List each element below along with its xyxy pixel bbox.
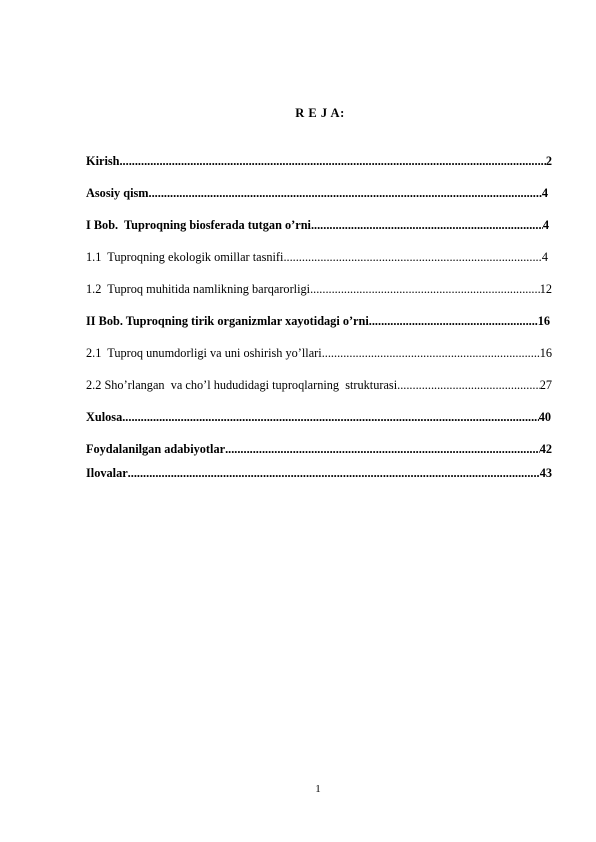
toc-entry-label: 2.2 Sho’rlangan va cho’l hududidagi tuproqlarning strukturasi xyxy=(86,378,398,392)
toc-entry-2-2[interactable] xyxy=(86,378,552,394)
toc-entry-label: Xulosa xyxy=(86,410,123,424)
toc-entry-ilovalar[interactable] xyxy=(86,466,552,482)
toc-entry-bob-1[interactable] xyxy=(86,218,549,234)
toc-entry-label: 2.1 Tuproq unumdorligi va uni oshirish yo’llari xyxy=(86,346,322,360)
toc-leader-dots xyxy=(119,154,545,169)
toc-entry-label: Foydalanilgan adabiyotlar xyxy=(86,442,226,456)
toc-leader-dots xyxy=(369,314,538,329)
toc-entry-2-1[interactable] xyxy=(86,346,552,362)
toc-entry-label: Kirish xyxy=(86,154,120,168)
toc-leader-dots xyxy=(311,218,543,233)
toc-entry-1-2[interactable] xyxy=(86,282,552,298)
toc-entry-label: Asosiy qism xyxy=(86,186,149,200)
toc-entry-page: 12 xyxy=(539,282,552,296)
toc-entry-label: I Bob. Tuproqning biosferada tutgan o’rni xyxy=(86,218,311,232)
toc-entry-page: 2 xyxy=(545,154,552,168)
toc-entry-page: 43 xyxy=(539,466,552,480)
toc-leader-dots xyxy=(283,250,541,265)
toc-entry-1-1[interactable] xyxy=(86,250,548,266)
toc-entry-kirish[interactable] xyxy=(86,154,552,170)
page-number: 1 xyxy=(315,783,321,795)
toc-entry-page: 16 xyxy=(537,314,550,328)
toc-entry-asosiy-qism[interactable] xyxy=(86,186,548,202)
toc-entry-foydalanilgan-adabiyotlar[interactable] xyxy=(86,442,552,458)
toc-entry-label: 1.2 Tuproq muhitida namlikning barqarorligi xyxy=(86,282,311,296)
toc-leader-dots xyxy=(122,410,538,425)
toc-entry-page: 27 xyxy=(539,378,552,392)
toc-entry-page: 16 xyxy=(539,346,552,360)
toc-entry-page: 4 xyxy=(541,186,548,200)
toc-entry-label: 1.1 Tuproqning ekologik omillar tasnifi xyxy=(86,250,284,264)
toc-entry-bob-2[interactable] xyxy=(86,314,550,330)
toc-entry-page: 4 xyxy=(541,250,548,264)
toc-leader-dots xyxy=(128,466,540,481)
toc-entry-xulosa[interactable] xyxy=(86,410,551,426)
toc-entry-page: 4 xyxy=(542,218,549,232)
toc-leader-dots xyxy=(225,442,540,457)
toc-entry-page: 40 xyxy=(538,410,551,424)
toc-leader-dots xyxy=(310,282,540,297)
toc-entry-label: Ilovalar xyxy=(86,466,128,480)
toc-heading: R E J A: xyxy=(295,106,345,120)
toc-leader-dots xyxy=(149,186,542,201)
toc-leader-dots xyxy=(397,378,540,393)
toc-leader-dots xyxy=(322,346,540,361)
toc-entry-label: II Bob. Tuproqning tirik organizmlar xayotidagi o’rni xyxy=(86,314,369,328)
toc-entry-page: 42 xyxy=(539,442,552,456)
